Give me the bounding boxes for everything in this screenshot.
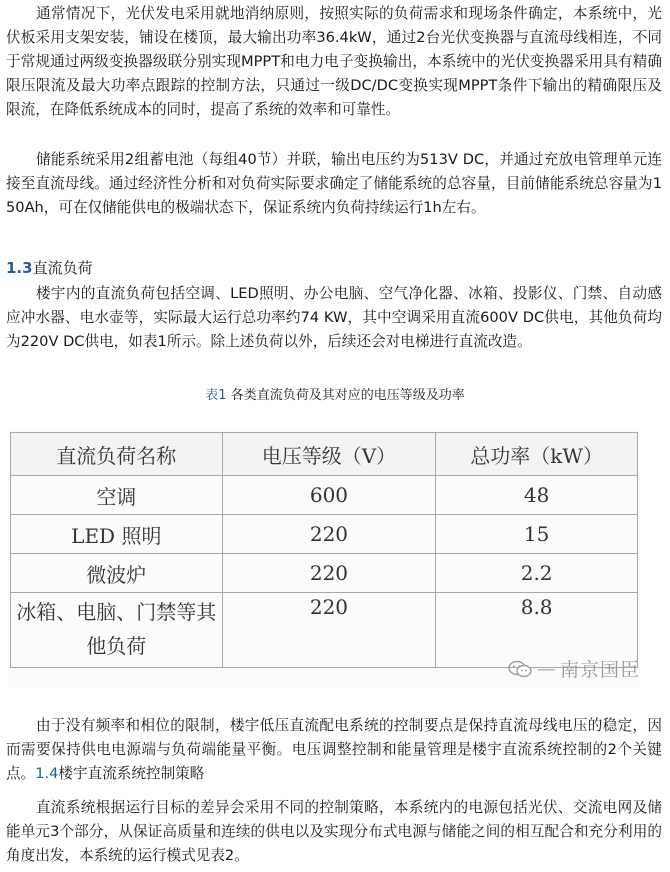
table-row — [11, 476, 638, 515]
section-title: 直流负荷 — [32, 259, 93, 277]
cell-load-name: 空调 — [11, 476, 223, 515]
cell-power: 2.2 — [436, 554, 638, 593]
table-number: 表1 — [205, 388, 227, 403]
header-power: 总功率（kW） — [436, 433, 638, 476]
paragraph-control-points — [6, 714, 662, 786]
cell-voltage: 220 — [222, 593, 436, 668]
cell-voltage: 220 — [222, 515, 436, 554]
section-number: 1.3 — [6, 259, 33, 277]
paragraph-pv: 通常情况下，光伏发电采用就地消纳原则，按照实际的负荷需求和现场条件确定，本系统中，光伏板采用支架安装，铺设在楼顶，最大输出功率36.4kW，通过2台光伏变换器与直流母线相连，不同于常规通过两级变换器级联分别实现MPPT和电力电子变换输出，本系统中的光伏变换器采用具有精确限压限流及最大功率点跟踪的控制方法，只通过一级DC/DC变换实现MPPT条件下输出的精确限压及限流，在降低系统成本的同时，提高了系统的效率和可靠性。 — [6, 5, 662, 118]
paragraph-storage: 储能系统采用2组蓄电池（每组40节）并联，输出电压约为513V DC，并通过充放电管理单元连接至直流母线。通过经济性分析和对负荷实际要求确定了储能系统的总容量，目前储能系统总容量为150Ah，可在仅储能供电的极端状态下，保证系统内负荷持续运行1h左右。 — [6, 151, 662, 216]
cell-power: 48 — [436, 476, 638, 515]
cell-voltage: 220 — [222, 554, 436, 593]
table-header-row — [11, 433, 638, 476]
section-heading-1-3 — [6, 257, 93, 279]
watermark: — 南京国臣 — [507, 655, 640, 682]
table-title: 各类直流负荷及其对应的电压等级及功率 — [230, 388, 465, 403]
paragraph-dc-loads: 楼宇内的直流负荷包括空调、LED照明、办公电脑、空气净化器、冰箱、投影仪、门禁、自动感应冲水器、电水壶等，实际最大运行总功率约74 KW，其中空调采用直流600V DC供电，其他负荷均为220V DC供电，如表1所示。除上述负荷以外，后续还会对电梯进行直流改造。 — [6, 285, 662, 350]
table-image — [8, 430, 640, 688]
cell-voltage: 600 — [222, 476, 436, 515]
table-caption — [0, 386, 670, 406]
cell-load-name: 冰箱、电脑、门禁等其他负荷 — [11, 593, 223, 668]
paragraph-control-strategy: 直流系统根据运行目标的差异会采用不同的控制策略，本系统内的电源包括光伏、交流电网及储能单元3个部分，从保证高质量和连续的供电以及实现分布式电源与储能之间的相互配合和充分利用的角度出发，本系统的运行模式见表2。 — [6, 799, 662, 864]
table-row — [11, 554, 638, 593]
section-number-1-4: 1.4 — [35, 765, 59, 782]
load-table — [10, 432, 638, 668]
header-voltage: 电压等级（V） — [222, 433, 436, 476]
header-load-name: 直流负荷名称 — [11, 433, 223, 476]
cell-power: 15 — [436, 515, 638, 554]
cell-load-name: LED 照明 — [11, 515, 223, 554]
cell-load-name: 微波炉 — [11, 554, 223, 593]
control-points-text: 由于没有频率和相位的限制，楼宇低压直流配电系统的控制要点是保持直流母线电压的稳定，因而需要保持供电电源端与负荷端能量平衡。电压调整控制和能量管理是楼宇直流系统控制的2个关键点。 — [6, 717, 662, 782]
cell-power: 8.8 — [436, 593, 638, 668]
table-row — [11, 515, 638, 554]
watermark-text: 南京国臣 — [559, 659, 640, 681]
wechat-icon — [507, 659, 533, 679]
section-title-1-4: 楼宇直流系统控制策略 — [58, 765, 205, 782]
